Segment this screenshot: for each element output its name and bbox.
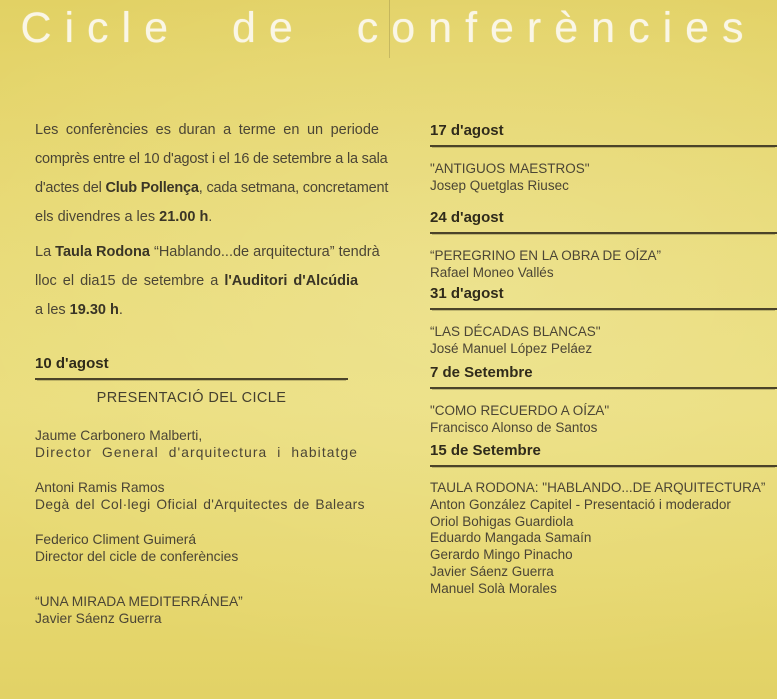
text-segment: els divendres a les bbox=[35, 209, 160, 225]
entry-line: “UNA MIRADA MEDITERRÁNEA” bbox=[35, 594, 243, 609]
text-segment: Taula Rodona bbox=[55, 244, 150, 260]
text-segment: d'actes del bbox=[35, 180, 106, 196]
intro-line bbox=[35, 296, 350, 325]
text-segment: La bbox=[35, 244, 56, 260]
entry-line: Federico Climent Guimerá bbox=[35, 532, 197, 547]
event-lines bbox=[430, 480, 777, 598]
text-segment: Les conferències es duran a terme en un periode bbox=[35, 122, 379, 138]
entry-line: Javier Sáenz Guerra bbox=[35, 610, 162, 626]
intro-line bbox=[35, 174, 389, 203]
text-segment: a les bbox=[35, 302, 70, 318]
date-section bbox=[430, 285, 777, 357]
date-heading-10-agost: 10 d'agost bbox=[35, 355, 348, 380]
speaker-entry bbox=[35, 594, 413, 627]
entry-line: Director General d'arquitectura i habitatge bbox=[35, 444, 359, 460]
event-line: Josep Quetglas Riusec bbox=[430, 178, 569, 193]
text-segment: , cada setmana, concretament bbox=[198, 180, 389, 196]
scan-fold-artifact bbox=[389, 0, 390, 58]
text-segment: Club Pollença bbox=[105, 180, 199, 196]
event-lines bbox=[430, 323, 777, 357]
event-line: Manuel Solà Morales bbox=[430, 580, 557, 596]
left-column bbox=[35, 0, 389, 699]
event-line: TAULA RODONA: "HABLANDO...DE ARQUITECTURA” bbox=[430, 480, 766, 495]
intro-line bbox=[35, 203, 350, 232]
date-heading: 15 de Setembre bbox=[430, 442, 777, 467]
text-segment: . bbox=[208, 209, 213, 225]
event-line: "COMO RECUERDO A OÍZA" bbox=[430, 403, 610, 418]
page-title: Cicle de conferències bbox=[20, 4, 757, 52]
intro-paragraph-2 bbox=[35, 238, 380, 325]
date-heading: 7 de Setembre bbox=[430, 364, 777, 389]
text-segment: . bbox=[118, 302, 123, 318]
section-subtitle: PRESENTACIÓ DEL CICLE bbox=[96, 390, 287, 406]
intro-line bbox=[35, 145, 388, 174]
event-line: Javier Sáenz Guerra bbox=[430, 563, 554, 579]
date-section bbox=[430, 364, 777, 436]
speaker-entry bbox=[35, 428, 413, 461]
intro-line bbox=[35, 238, 380, 267]
event-lines bbox=[430, 160, 777, 194]
date-section bbox=[430, 442, 777, 598]
event-lines bbox=[430, 402, 777, 436]
event-line: Rafael Moneo Vallés bbox=[430, 265, 554, 280]
event-line: Anton González Capitel - Presentació i moderador bbox=[430, 496, 731, 512]
date-heading: 17 d'agost bbox=[430, 122, 777, 147]
speaker-entry bbox=[35, 532, 413, 565]
text-segment: comprès entre el 10 d'agost i el 16 de setembre a la sala bbox=[35, 151, 388, 167]
intro-line bbox=[35, 267, 359, 296]
event-line: Gerardo Mingo Pinacho bbox=[430, 547, 573, 563]
entry-line: Jaume Carbonero Malberti, bbox=[35, 428, 203, 443]
event-line: "ANTIGUOS MAESTROS" bbox=[430, 161, 590, 176]
event-line: “LAS DÉCADAS BLANCAS" bbox=[430, 324, 601, 339]
event-line: Francisco Alonso de Santos bbox=[430, 420, 598, 435]
text-segment: 21.00 h bbox=[159, 209, 209, 225]
text-segment: l'Auditori d'Alcúdia bbox=[224, 273, 359, 289]
event-line: Oriol Bohigas Guardiola bbox=[430, 513, 574, 529]
text-segment: “Hablando...de arquitectura” tendrà bbox=[149, 244, 380, 260]
entry-line: Antoni Ramis Ramos bbox=[35, 480, 165, 495]
entry-line: Director del cicle de conferències bbox=[35, 548, 239, 564]
intro-line bbox=[35, 116, 379, 145]
date-heading: 31 d'agost bbox=[430, 285, 777, 310]
intro-paragraph-1 bbox=[35, 116, 389, 232]
right-column bbox=[430, 0, 777, 699]
event-line: José Manuel López Peláez bbox=[430, 341, 593, 356]
date-heading: 24 d'agost bbox=[430, 209, 777, 234]
date-section bbox=[430, 122, 777, 194]
text-segment: 19.30 h bbox=[69, 302, 119, 318]
date-section bbox=[430, 209, 777, 281]
event-line: “PEREGRINO EN LA OBRA DE OÍZA” bbox=[430, 248, 662, 263]
text-segment: lloc el dia15 de setembre a bbox=[35, 273, 225, 289]
event-lines bbox=[430, 247, 777, 281]
speaker-entry bbox=[35, 480, 413, 513]
entry-line: Degà del Col·legi Oficial d'Arquitectes de Balears bbox=[35, 496, 365, 512]
event-line: Eduardo Mangada Samaín bbox=[430, 530, 592, 546]
